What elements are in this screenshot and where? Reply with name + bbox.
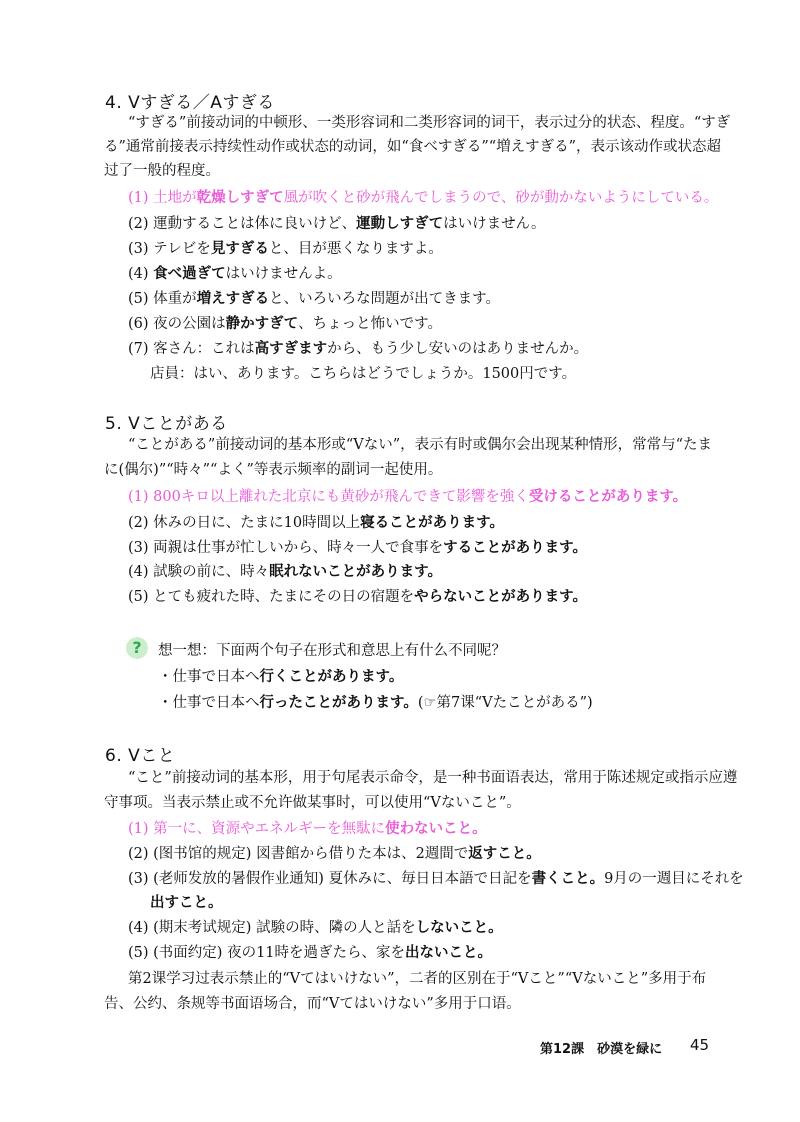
section-6-para-line-2: 守事项。当表示禁止或不允许做某事时，可以使用“Vないこと”。 [104,795,521,811]
section-5-example-2: (2) 休みの日に、たまに10時間以上寝ることがあります。 [128,515,504,531]
section-5-example-3: (3) 両親は仕事が忙しいから、時々一人で食事をすることがあります。 [128,540,587,556]
footer-lesson-title: 第12課 砂漠を緑に [540,1042,663,1057]
section-6-title: 6. Vこと [105,746,176,766]
section-6-example-1: (1) 第一に、資源やエネルギーを無駄に使わないこと。 [128,821,487,837]
section-4-para-line-2: る”通常前接表示持续性动作或状态的动词，如“食べすぎる”“増えすぎる”，表示该动作或状态超 [104,139,722,155]
think-sentence-2: ・仕事で日本へ行ったことがあります。(☞第7课“Vたことがある”) [158,695,593,711]
section-6-example-3: (3) (老师发放的暑假作业通知) 夏休みに、毎日日本語で日記を書くこと。9月の一週目にそれを [128,871,744,887]
section-6-para-line-1: “こと”前接动词的基本形，用于句尾表示命令，是一种书面语表达，常用于陈述规定或指示应遵 [128,770,738,786]
section-4-example-7: (7) 客さん：これは高すぎますから、もう少し安いのはありませんか。 [128,341,589,357]
page-number: 45 [690,1036,710,1054]
section-5-para-line-2: に(偶尔)”“時々”“よく”等表示频率的副词一起使用。 [104,462,443,478]
question-icon: ? [126,637,148,659]
section-6-example-4: (4) (期末考试规定) 試験の時、隣の人と話をしないこと。 [128,920,503,936]
section-6-example-2: (2) (图书馆的规定) 図書館から借りた本は、2週間で返すこと。 [128,846,541,862]
section-5-example-5: (5) とても疲れた時、たまにその日の宿題をやらないことがあります。 [128,589,587,605]
section-4-example-7-reply: 店員：はい、あります。こちらはどうでしょうか。1500円です。 [150,366,577,382]
section-4-example-3: (3) テレビを見すぎると、目が悪くなりますよ。 [128,241,443,257]
think-prompt: 想一想：下面两个句子在形式和意思上有什么不同呢？ [158,643,506,659]
section-4-para-line-1: “すぎる”前接动词的中顿形、一类形容词和二类形容词的词干，表示过分的状态、程度。“すぎ [128,115,731,131]
section-6-example-5: (5) (书面约定) 夜の11時を過ぎたら、家を出ないこと。 [128,945,493,961]
section-4-example-2: (2) 運動することは体に良いけど、運動しすぎてはいけません。 [128,216,546,232]
section-5-title: 5. Vことがある [105,414,228,434]
section-5-para-line-1: “ことがある”前接动词的基本形或“Vない”，表示有时或偶尔会出现某种情形，常常与“たま [128,437,713,453]
section-4-para-line-3: 过了一般的程度。 [104,163,220,179]
section-4-example-4: (4) 食べ過ぎてはいけませんよ。 [128,266,342,282]
section-5-example-1: (1) 800キロ以上離れた北京にも黄砂が飛んできて影響を強く受けることがあります。 [128,489,688,505]
section-4-title: 4. Vすぎる／Aすぎる [105,93,275,113]
section-5-example-4: (4) 試験の前に、時々眠れないことがあります。 [128,564,442,580]
section-6-example-3-cont: 出すこと。 [150,895,223,911]
section-6-note-line-2: 告、公约、条规等书面语场合，而“Vてはいけない”多用于口语。 [104,996,521,1012]
think-sentence-1: ・仕事で日本へ行くことがあります。 [158,669,404,685]
section-4-example-6: (6) 夜の公園は静かすぎて、ちょっと怖いです。 [128,316,442,332]
section-6-note-line-1: 第2课学习过表示禁止的“Vてはいけない”，二者的区别在于“Vこと”“Vないこと”多用于布 [128,971,707,987]
section-4-example-5: (5) 体重が増えすぎると、いろいろな問題が出てきます。 [128,291,500,307]
section-4-example-1: (1) 土地が乾燥しすぎて風が吹くと砂が飛んでしまうので、砂が動かないようにしている。 [128,190,719,206]
